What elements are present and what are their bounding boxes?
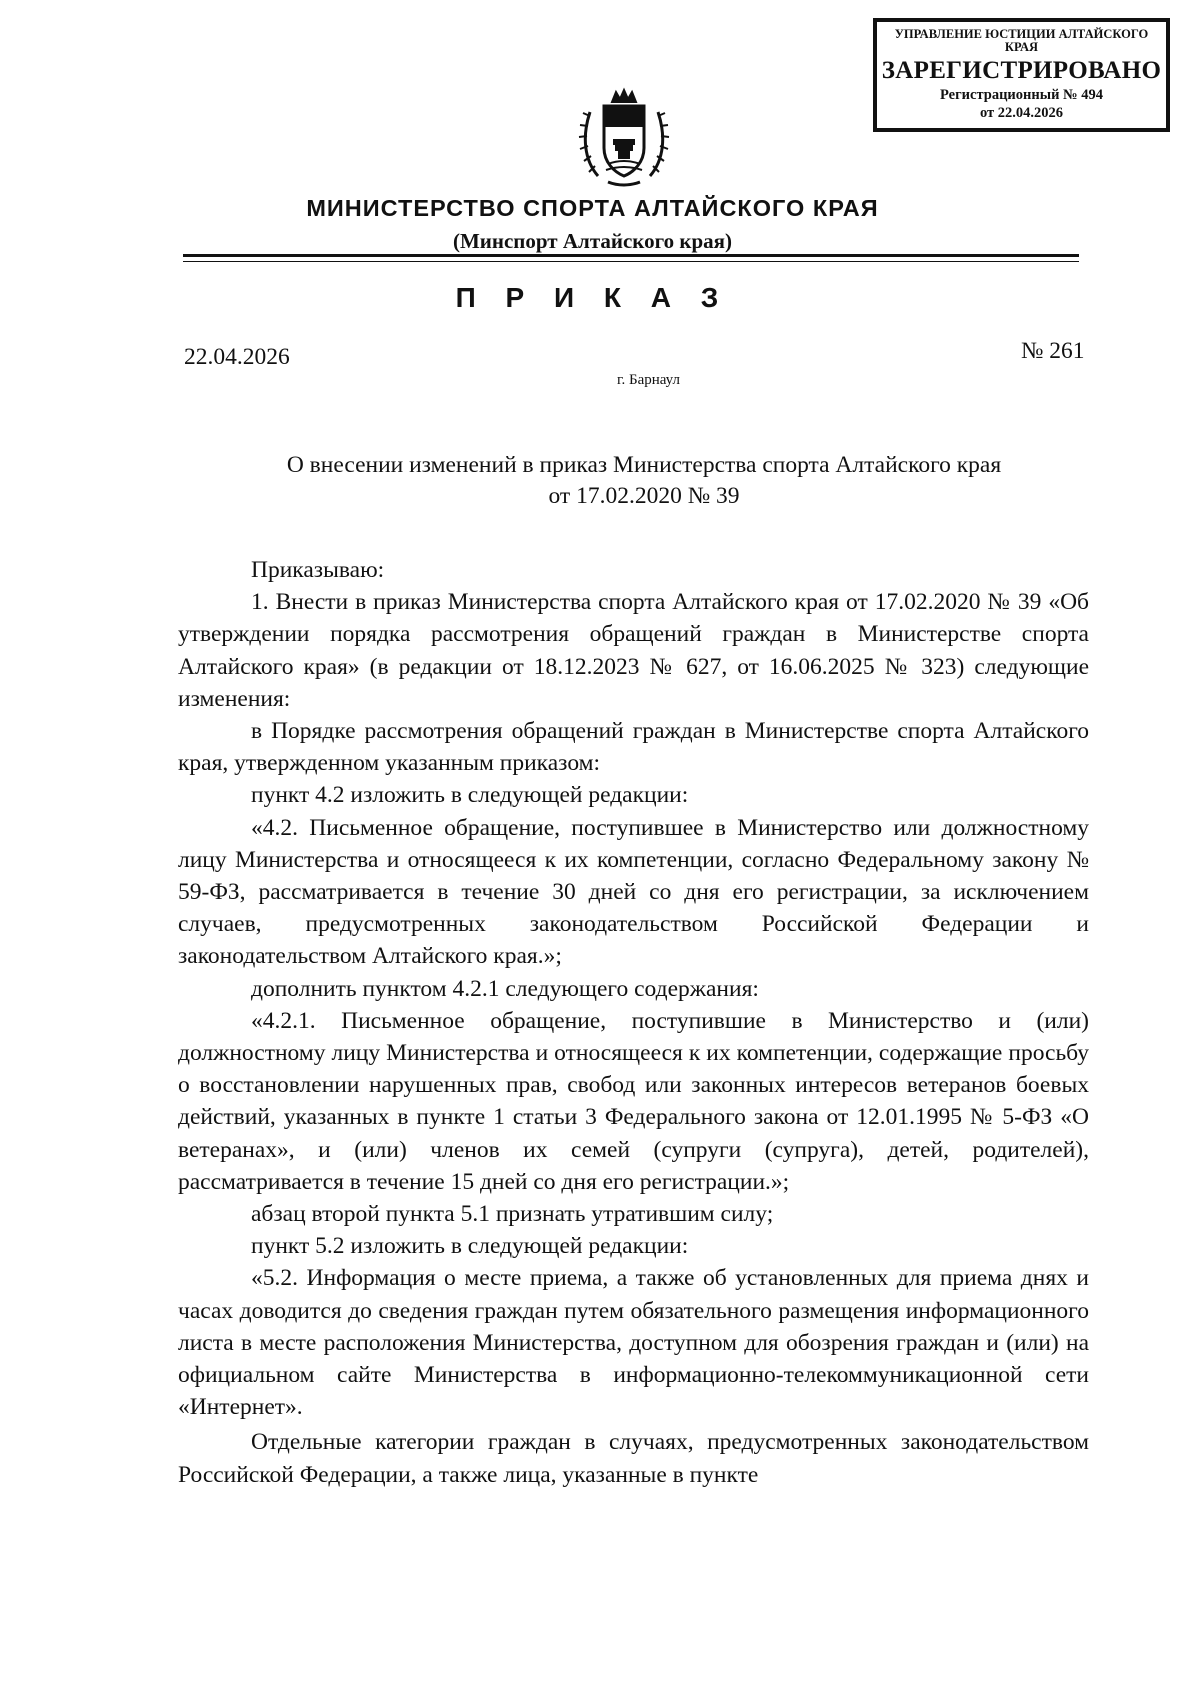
body-paragraph: «4.2. Письменное обращение, поступившее в Министерство или должностному лицу Министерства и относящееся к их компетенции, согласно Федеральному закону № 59-ФЗ, рассматривается в течение 30 дней со дня его регистрации, за исключением случаев, предусмотренных законодательством Российской Федерации и законодательством Алтайского края.»; — [178, 814, 1089, 970]
stamp-reg-number: Регистрационный № 494 — [939, 87, 1103, 103]
document-subject — [200, 450, 1088, 512]
subject-line-1: О внесении изменений в приказ Министерства спорта Алтайского края — [286, 452, 1002, 478]
document-number: № 261 — [1021, 338, 1085, 364]
body-paragraph: Приказываю: — [251, 557, 385, 583]
registration-stamp — [873, 18, 1170, 132]
ministry-name: МИНИСТЕРСТВО СПОРТА АЛТАЙСКОГО КРАЯ — [306, 195, 879, 221]
body-paragraph: «5.2. Информация о месте приема, а также об установленных для приема днях и часах доводится до сведения граждан путем обязательного размещения информационного листа в месте расположения Министерства, доступном для обозрения граждан и (или) на официальном сайте Министерства в информационно-телекоммуникационной сети «Интернет». — [178, 1265, 1089, 1421]
document-body — [178, 554, 1089, 1491]
body-paragraph: абзац второй пункта 5.1 признать утратившим силу; — [251, 1201, 774, 1228]
document-type: П Р И К А З — [455, 282, 730, 313]
document-date: 22.04.2026 — [184, 344, 290, 370]
header-divider-thin — [183, 261, 1079, 262]
header-divider — [183, 254, 1079, 257]
body-paragraph: 1. Внести в приказ Министерства спорта Алтайского края от 17.02.2020 № 39 «Об утверждении порядка рассмотрения обращений граждан в Министерстве спорта Алтайского края» (в редакции от 18.12.2023 № 627, от 16.06.2025 № 323) следующие изменения: — [178, 589, 1089, 712]
document-city: г. Барнаул — [617, 372, 680, 388]
stamp-reg-date: от 22.04.2026 — [979, 105, 1064, 121]
body-paragraph: пункт 5.2 изложить в следующей редакции: — [251, 1233, 689, 1260]
ministry-short-name: (Минспорт Алтайского края) — [452, 229, 733, 253]
stamp-registered: ЗАРЕГИСТРИРОВАНО — [881, 57, 1162, 84]
body-paragraph: дополнить пунктом 4.2.1 следующего содержания: — [251, 975, 759, 1002]
body-paragraph: пункт 4.2 изложить в следующей редакции: — [251, 782, 689, 809]
body-paragraph: «4.2.1. Письменное обращение, поступившие в Министерство и (или) должностному лицу Министерства и относящееся к их компетенции, содержащие просьбу о восстановлении нарушенных прав, свобод или законных интересов ветеранов боевых действий, указанных в пункте 1 статьи 3 Федерального закона от 12.01.1995 № 5-ФЗ «О ветеранах», и (или) членов их семей (супруги (супруга), детей, родителей), рассматривается в течение 15 дней со дня его регистрации.»; — [178, 1007, 1089, 1195]
stamp-authority: УПРАВЛЕНИЕ ЮСТИЦИИ АЛТАЙСКОГО КРАЯ — [894, 27, 1149, 54]
body-paragraph: Отдельные категории граждан в случаях, предусмотренных законодательством Российской Федерации, а также лица, указанные в пункте — [178, 1429, 1089, 1488]
body-paragraph: в Порядке рассмотрения обращений граждан в Министерстве спорта Алтайского края, утвержденном указанным приказом: — [178, 718, 1089, 777]
altai-krai-coat-of-arms-icon — [578, 86, 670, 192]
subject-line-2: от 17.02.2020 № 39 — [548, 483, 740, 509]
